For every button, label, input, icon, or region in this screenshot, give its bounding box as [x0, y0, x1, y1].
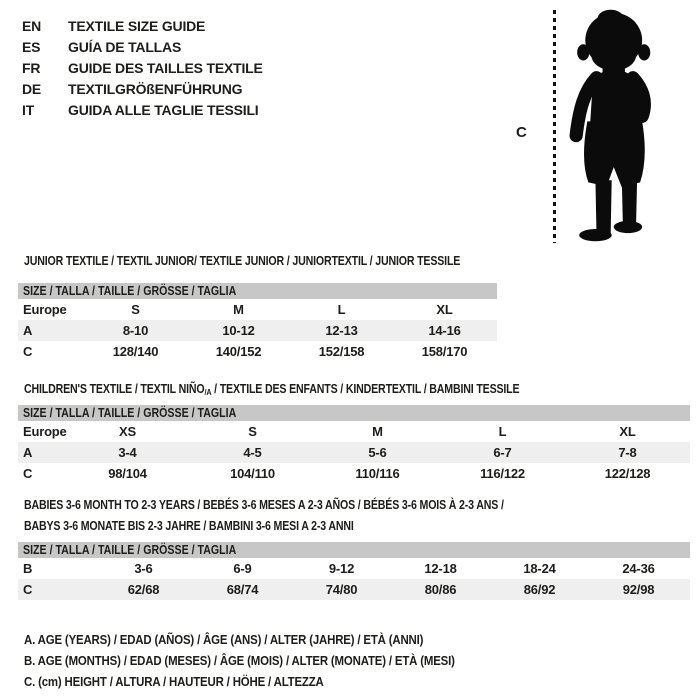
babies-section-title: [24, 495, 504, 536]
size-header-bar: [18, 542, 690, 558]
height-cell: 158/170: [421, 344, 468, 359]
height-dashed-line: [553, 10, 556, 243]
table-row-height: [18, 341, 497, 362]
size-cell: XS: [119, 424, 136, 439]
lang-row-es: [22, 37, 263, 58]
babies-title-line1: BABIES 3-6 MONTH TO 2-3 YEARS / BEBÉS 3-6 MESES A 2-3 AÑOS / BÉBÉS 3-6 MOIS À 2-3 ANS /: [24, 498, 504, 512]
age-cell: 8-10: [122, 323, 149, 338]
height-cell: 92/98: [622, 582, 655, 597]
babies-title-line2: BABYS 3-6 MONATE BIS 2-3 JAHRE / BAMBINI 3-6 MESI A 2-3 ANNI: [24, 518, 354, 533]
lang-row-fr: [22, 58, 263, 79]
age-cell: 9-12: [328, 561, 355, 576]
size-cell: S: [248, 424, 257, 439]
row-label: A: [23, 323, 33, 338]
lang-code: ES: [22, 39, 41, 55]
height-cell: 152/158: [318, 344, 365, 359]
age-cell: 7-8: [618, 445, 637, 460]
height-cell: 74/80: [325, 582, 358, 597]
height-measure-label: C: [516, 124, 527, 141]
lang-title: GUIDA ALLE TAGLIE TESSILI: [68, 102, 259, 118]
height-cell: 122/128: [604, 466, 651, 481]
children-title-sub: /A: [204, 387, 212, 397]
row-label: Europe: [23, 302, 67, 317]
size-cell: S: [131, 302, 140, 317]
age-cell: 4-5: [243, 445, 262, 460]
height-cell: 128/140: [112, 344, 159, 359]
age-cell: 5-6: [368, 445, 387, 460]
age-cell: 14-16: [428, 323, 461, 338]
age-cell: 18-24: [523, 561, 556, 576]
children-size-table: [18, 405, 690, 484]
language-title-block: [22, 16, 263, 121]
children-title-pre: CHILDREN'S TEXTILE / TEXTIL NIÑO: [24, 382, 205, 396]
size-cell: M: [372, 424, 383, 439]
height-cell: 98/104: [108, 466, 147, 481]
table-row-age: [18, 320, 497, 341]
table-row-age: [18, 442, 690, 463]
age-cell: 24-36: [622, 561, 655, 576]
lang-code: DE: [22, 81, 42, 97]
row-label: Europe: [23, 424, 67, 439]
height-cell: 68/74: [226, 582, 259, 597]
height-cell: 86/92: [523, 582, 556, 597]
size-header-label: SIZE / TALLA / TAILLE / GRÖSSE / TAGLIA: [23, 406, 237, 420]
babies-size-table: [18, 542, 690, 600]
table-row-europe: [18, 421, 690, 442]
size-cell: L: [498, 424, 507, 439]
height-cell: 104/110: [230, 466, 275, 481]
lang-row-de: [22, 79, 263, 100]
row-label: A: [23, 445, 33, 460]
row-label: C: [23, 344, 33, 359]
legend-line-c: C. (cm) HEIGHT / ALTURA / HAUTEUR / HÖHE / ALTEZZA: [24, 673, 324, 689]
lang-row-it: [22, 100, 263, 121]
height-cell: 62/68: [127, 582, 160, 597]
age-cell: 12-13: [325, 323, 358, 338]
size-header-label: SIZE / TALLA / TAILLE / GRÖSSE / TAGLIA: [23, 284, 237, 298]
height-cell: 116/122: [480, 466, 525, 481]
height-cell: 140/152: [215, 344, 262, 359]
lang-code: IT: [22, 102, 35, 118]
lang-row-en: [22, 16, 263, 37]
height-cell: 80/86: [424, 582, 457, 597]
row-label: C: [23, 582, 33, 597]
children-title-post: / TEXTILE DES ENFANTS / KINDERTEXTIL / BAMBINI TESSILE: [211, 382, 520, 396]
size-header-bar: [18, 405, 690, 421]
height-cell: 110/116: [355, 466, 400, 481]
legend-line-b: B. AGE (MONTHS) / EDAD (MESES) / ÂGE (MOIS) / ALTER (MONATE) / ETÀ (MESI): [24, 652, 455, 668]
age-cell: 6-7: [493, 445, 512, 460]
size-cell: XL: [619, 424, 636, 439]
junior-section-title: JUNIOR TEXTILE / TEXTIL JUNIOR/ TEXTILE JUNIOR / JUNIORTEXTIL / JUNIOR TESSILE: [24, 254, 461, 268]
toddler-silhouette-icon: [566, 7, 698, 247]
children-section-title: [24, 379, 519, 403]
age-cell: 6-9: [233, 561, 252, 576]
size-cell: XL: [436, 302, 453, 317]
age-cell: 10-12: [222, 323, 255, 338]
row-label: B: [23, 561, 33, 576]
lang-title: GUÍA DE TALLAS: [68, 39, 182, 55]
lang-title: GUIDE DES TAILLES TEXTILE: [68, 60, 263, 76]
junior-size-table: [18, 283, 497, 362]
size-cell: L: [337, 302, 346, 317]
size-cell: M: [233, 302, 244, 317]
legend-line-a: A. AGE (YEARS) / EDAD (AÑOS) / ÂGE (ANS) / ALTER (JAHRE) / ETÀ (ANNI): [24, 632, 424, 647]
lang-title: TEXTILGRÖßENFÜHRUNG: [68, 81, 243, 97]
size-header-label: SIZE / TALLA / TAILLE / GRÖSSE / TAGLIA: [23, 543, 237, 557]
table-row-europe: [18, 299, 497, 320]
lang-code: FR: [22, 60, 41, 76]
legend-block: [24, 630, 455, 692]
lang-title: TEXTILE SIZE GUIDE: [68, 18, 206, 34]
age-cell: 12-18: [424, 561, 457, 576]
age-cell: 3-4: [118, 445, 137, 460]
table-row-age-months: [18, 558, 690, 579]
table-row-height: [18, 579, 690, 600]
lang-code: EN: [22, 18, 42, 34]
row-label: C: [23, 466, 33, 481]
table-row-height: [18, 463, 690, 484]
age-cell: 3-6: [134, 561, 153, 576]
size-header-bar: [18, 283, 497, 299]
